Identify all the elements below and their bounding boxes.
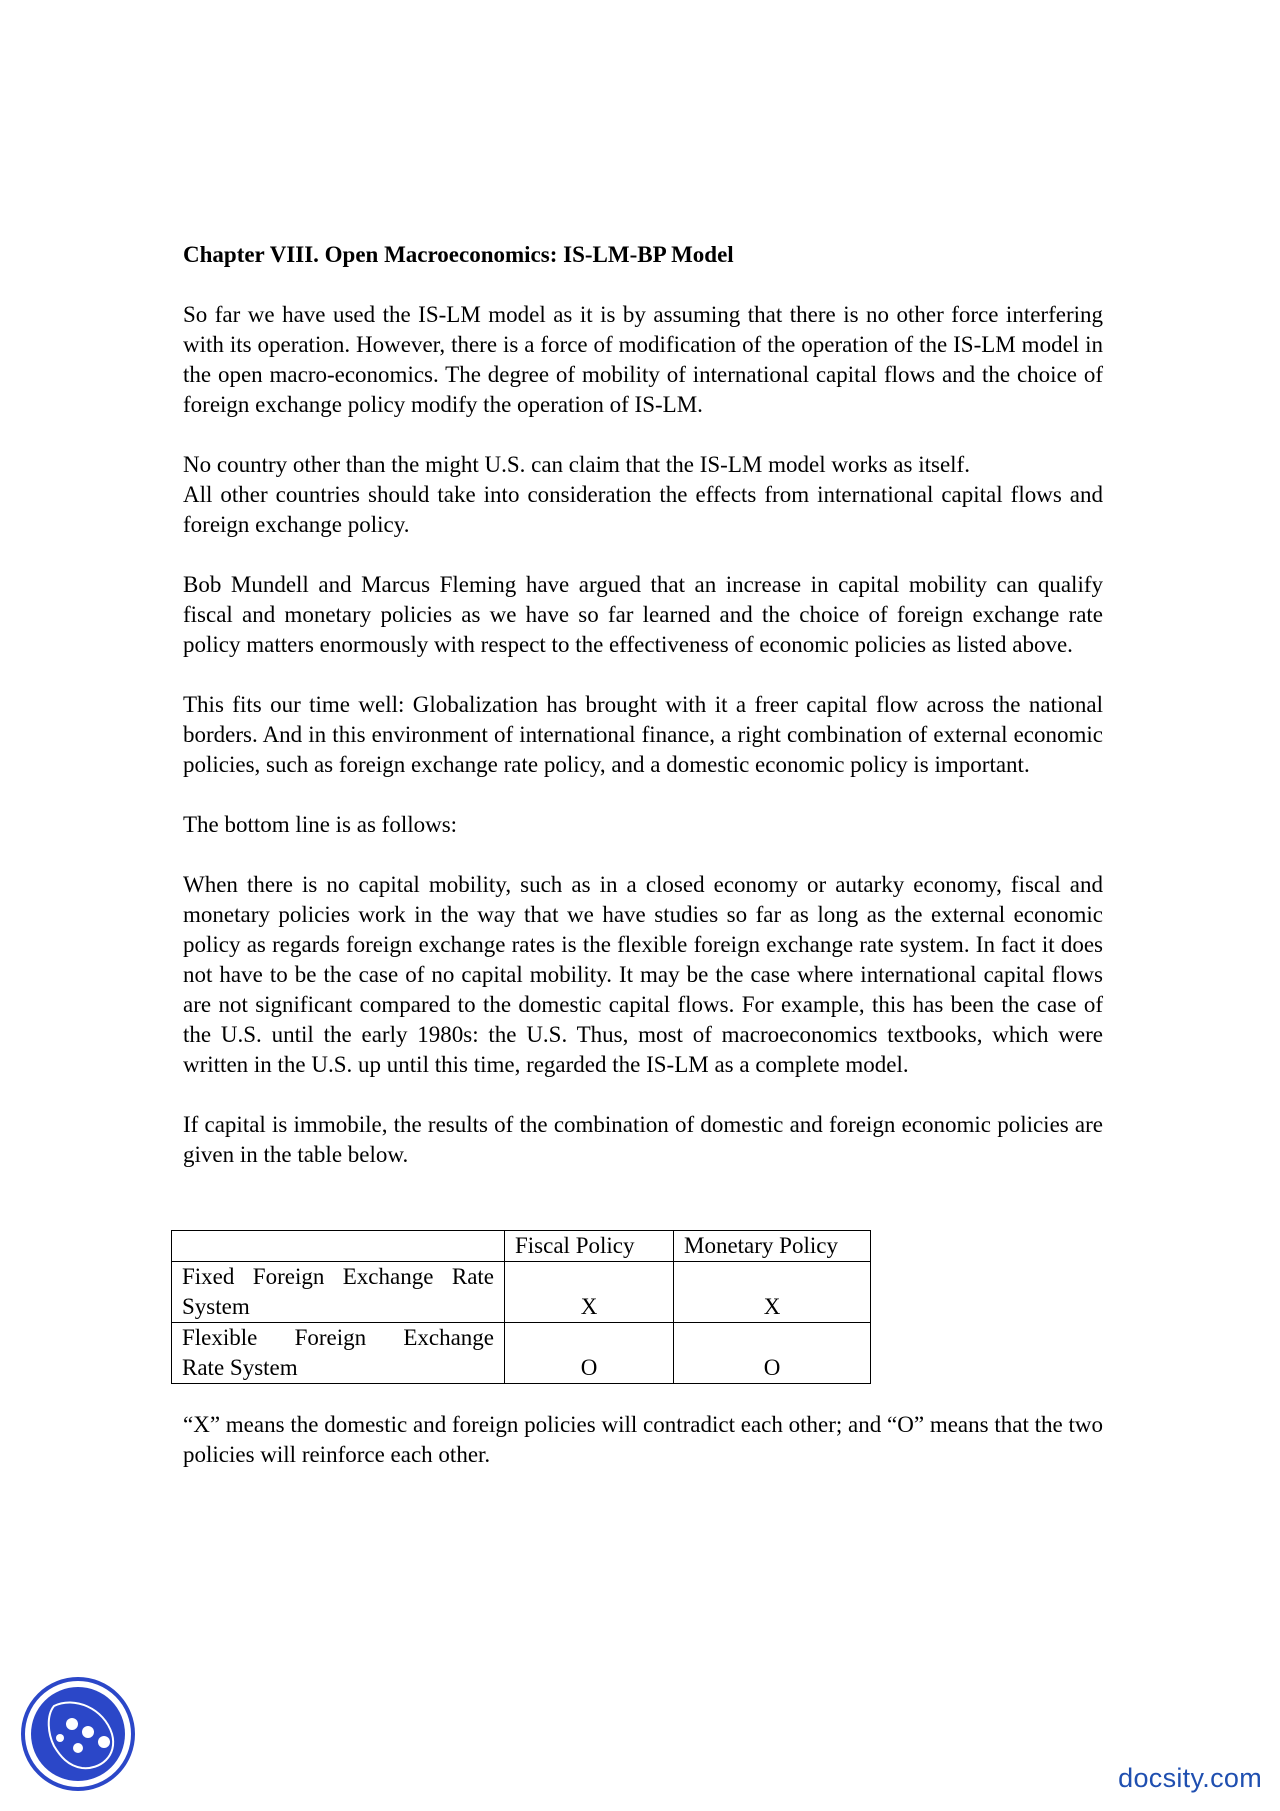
paragraph-no-capital-mobility: When there is no capital mobility, such as in a closed economy or autarky economy, fiscal and monetary policies work in the way that we have studies so far as long as the external economic policy as regards foreign exchange rates is the flexible foreign exchange rate system. In fact it does not have to be the case of no capital mobility. It may be the case where international capital flows are not significant compared to the domestic capital flows. For example, this has been the case of the U.S. until the early 1980s: the U.S. Thus, most of macroeconomics textbooks, which were written in the U.S. up until this time, regarded the IS-LM as a complete model. [183,872,1103,1077]
cell-fixed-monetary: X [674,1262,871,1323]
row-header-line: Flexible Foreign Exchange [182,1325,494,1350]
chapter-title: Chapter VIII. Open Macroeconomics: IS-LM-BP Model [183,242,734,267]
paragraph-us-claim: No country other than the might U.S. can claim that the IS-LM model works as itself. [183,452,970,477]
paragraph-bottom-line: The bottom line is as follows: [183,812,458,837]
row-header-flexible-rate [172,1323,505,1384]
docsity-brand-link[interactable]: docsity.com [1118,1763,1262,1793]
paragraph-mundell-fleming: Bob Mundell and Marcus Fleming have argued that an increase in capital mobility can qualify fiscal and monetary policies as we have so far learned and the choice of foreign exchange rate policy matters enormously with respect to the effectiveness of economic policies as listed above. [183,572,1103,657]
table-row [172,1323,871,1384]
table-legend-note: “X” means the domestic and foreign policies will contradict each other; and “O” means that the two policies will reinforce each other. [183,1412,1103,1467]
row-header-line: Rate System [182,1355,298,1380]
row-header-line: Fixed Foreign Exchange Rate [182,1264,494,1289]
policy-table [171,1230,871,1384]
paragraph-other-countries: All other countries should take into consideration the effects from international capital flows and foreign exchange policy. [183,482,1103,537]
table-corner-cell [172,1231,505,1262]
paragraph-capital-immobile: If capital is immobile, the results of the combination of domestic and foreign economic policies are given in the table below. [183,1112,1103,1167]
row-header-line: System [182,1294,250,1319]
column-header-monetary-policy: Monetary Policy [674,1231,871,1262]
document-page [183,240,1103,1500]
column-header-fiscal-policy: Fiscal Policy [505,1231,674,1262]
docsity-logo-graphic [20,1676,136,1792]
docsity-logo-icon[interactable] [20,1676,136,1792]
table-header-row [172,1231,871,1262]
paragraph-globalization: This fits our time well: Globalization has brought with it a freer capital flow across the national borders. And in this environment of international finance, a right combination of external economic policies, such as foreign exchange rate policy, and a domestic economic policy is important. [183,692,1103,777]
policy-table-container [171,1230,1103,1384]
paragraph-intro: So far we have used the IS-LM model as it is by assuming that there is no other force interfering with its operation. However, there is a force of modification of the operation of the IS-LM model in the open macro-economics. The degree of mobility of international capital flows and the choice of foreign exchange policy modify the operation of IS-LM. [183,302,1103,417]
table-row [172,1262,871,1323]
cell-fixed-fiscal: X [505,1262,674,1323]
cell-flexible-fiscal: O [505,1323,674,1384]
row-header-fixed-rate [172,1262,505,1323]
cell-flexible-monetary: O [674,1323,871,1384]
